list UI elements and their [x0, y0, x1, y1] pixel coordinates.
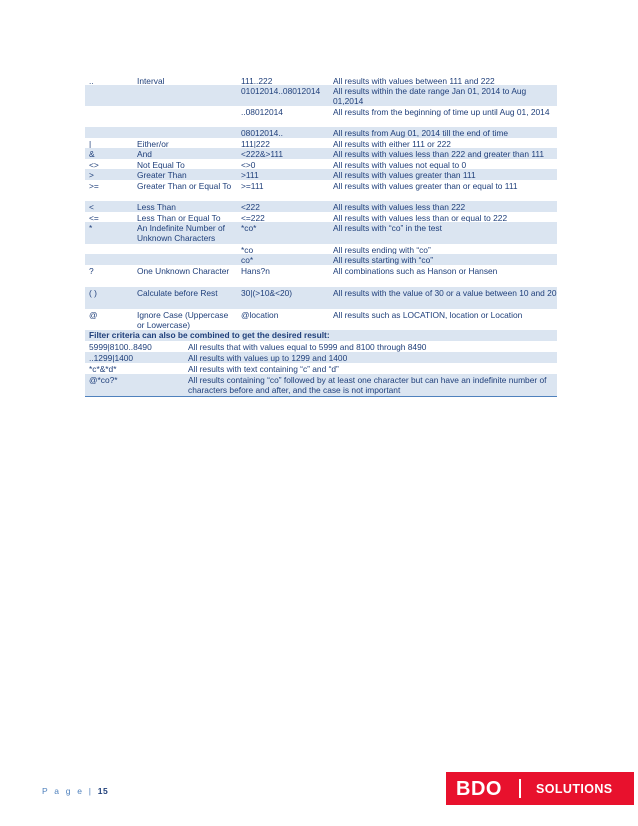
operator-description: All results within the date range Jan 01, 2014 to Aug 01,2014: [333, 85, 527, 106]
operator-example: co*: [241, 254, 254, 265]
table-row: [85, 222, 557, 244]
table-row: [85, 148, 557, 159]
table-row: [85, 138, 557, 148]
operator-name: And: [137, 148, 152, 159]
operator-name: Ignore Case (Uppercase or Lowercase): [137, 309, 229, 330]
combined-description: All results containing “co” followed by at least one character but can have an indefinite number of characters before and after, and the case is not important: [188, 374, 547, 395]
operator-description: All results from the beginning of time up until Aug 01, 2014: [333, 106, 550, 117]
combined-example: *c*&*d*: [89, 363, 117, 374]
operator-description: All results with values less than or equal to 222: [333, 212, 508, 223]
operator-example: >=111: [241, 180, 264, 191]
operator-description: All results with the value of 30 or a value between 10 and 20: [333, 287, 557, 298]
operator-symbol: ..: [89, 75, 94, 86]
operator-example: *co*: [241, 222, 257, 233]
table-row: [85, 244, 557, 254]
operator-description: All results with “co” in the test: [333, 222, 442, 233]
combined-example: 5999|8100..8490: [89, 341, 152, 352]
operator-example: <222: [241, 201, 260, 212]
operator-example: <222&>111: [241, 148, 284, 159]
operator-symbol: ?: [89, 265, 94, 276]
operator-example: 111|222: [241, 138, 270, 149]
combined-example: ..1299|1400: [89, 352, 134, 363]
operator-example: <>0: [241, 159, 256, 170]
table-row: [85, 265, 557, 287]
table-row: [85, 341, 557, 352]
operator-symbol: ( ): [89, 287, 97, 298]
operator-description: All results from Aug 01, 2014 till the end of time: [333, 127, 509, 138]
logo-brand: BDO: [456, 778, 502, 800]
operator-name: One Unknown Character: [137, 265, 230, 276]
page-label: P a g e |: [42, 786, 94, 796]
combined-filter-rows: [85, 341, 557, 396]
operator-example: @location: [241, 309, 279, 320]
table-row: [85, 287, 557, 309]
table-row: [85, 374, 557, 396]
operator-description: All results ending with “co”: [333, 244, 431, 255]
operator-example: ..08012014: [241, 106, 283, 117]
page-number: 15: [97, 786, 109, 796]
operator-symbol: |: [89, 138, 92, 149]
operator-rows: [85, 75, 557, 330]
operator-name: Either/or: [137, 138, 169, 149]
operator-name: Greater Than or Equal To: [137, 180, 232, 191]
operator-example: 08012014..: [241, 127, 283, 138]
operator-description: All results with values greater than or equal to 111: [333, 180, 518, 191]
combined-description: All results with text containing “c” and “d”: [188, 363, 339, 374]
table-row: [85, 212, 557, 222]
operator-description: All results with either 111 or 222: [333, 138, 451, 149]
operator-name: An Indefinite Number of Unknown Characters: [137, 222, 225, 243]
page-number-footer: [42, 786, 108, 796]
table-row: [85, 127, 557, 138]
operator-symbol: @: [89, 309, 98, 320]
bdo-solutions-logo: [446, 772, 634, 805]
combined-description: All results with values up to 1299 and 1400: [188, 352, 348, 363]
table-row: [85, 75, 557, 85]
operator-example: 30|(>10&<20): [241, 287, 293, 298]
operator-example: <=222: [241, 212, 265, 223]
table-row: [85, 201, 557, 212]
operator-symbol: <>: [89, 159, 99, 170]
operator-symbol: <: [89, 201, 94, 212]
table-row: [85, 180, 557, 201]
table-row: [85, 159, 557, 169]
operator-symbol: <=: [89, 212, 99, 223]
operator-example: 111..222: [241, 75, 273, 86]
operator-symbol: >=: [89, 180, 99, 191]
table-row: [85, 106, 557, 127]
filter-operators-table: [85, 75, 557, 397]
operator-description: All results with values greater than 111: [333, 169, 476, 180]
operator-name: Interval: [137, 75, 165, 86]
operator-name: Not Equal To: [137, 159, 185, 170]
table-row: [85, 254, 557, 265]
operator-example: Hans?n: [241, 265, 270, 276]
table-row: [85, 85, 557, 106]
operator-description: All results with values between 111 and 222: [333, 75, 495, 86]
operator-description: All results starting with “co”: [333, 254, 434, 265]
operator-name: Less Than: [137, 201, 176, 212]
operator-description: All results such as LOCATION, location or Location: [333, 309, 523, 320]
operator-symbol: >: [89, 169, 94, 180]
operator-symbol: &: [89, 148, 95, 159]
combined-description: All results that with values equal to 5999 and 8100 through 8490: [188, 341, 427, 352]
table-row: [85, 363, 557, 374]
operator-symbol: *: [89, 222, 93, 233]
table-row: [85, 169, 557, 180]
logo-divider: [519, 779, 521, 798]
operator-example: >111: [241, 169, 259, 180]
filter-combination-heading: Filter criteria can also be combined to get the desired result:: [85, 330, 557, 341]
operator-description: All results with values less than 222: [333, 201, 466, 212]
operator-description: All results with values not equal to 0: [333, 159, 467, 170]
combined-example: @*co?*: [89, 374, 118, 385]
table-row: [85, 352, 557, 363]
logo-product: SOLUTIONS: [536, 782, 613, 796]
operator-name: Greater Than: [137, 169, 187, 180]
operator-description: All results with values less than 222 and greater than 111: [333, 148, 545, 159]
operator-name: Less Than or Equal To: [137, 212, 221, 223]
operator-name: Calculate before Rest: [137, 287, 218, 298]
operator-example: 01012014..08012014: [241, 85, 321, 96]
operator-example: *co: [241, 244, 254, 255]
table-row: [85, 309, 557, 330]
operator-description: All combinations such as Hanson or Hansen: [333, 265, 498, 276]
